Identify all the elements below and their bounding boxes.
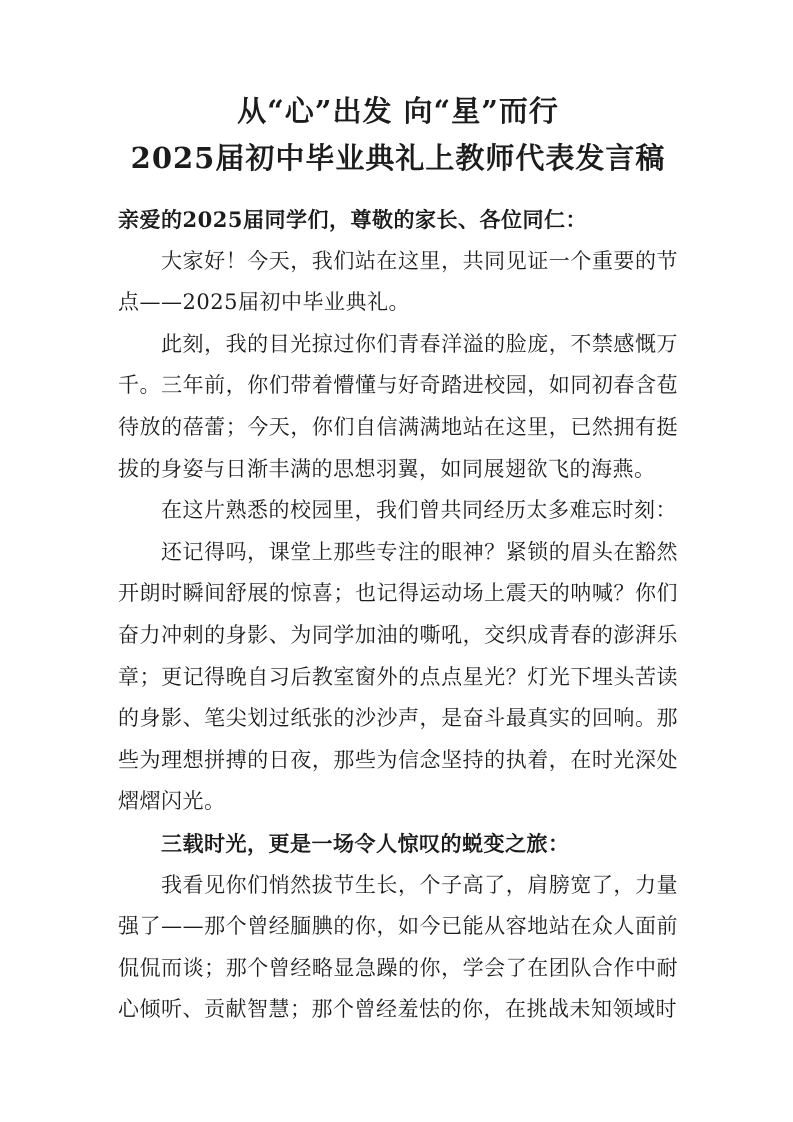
document-title-line2: 2025届初中毕业典礼上教师代表发言稿 <box>130 141 666 175</box>
paragraph-campus-intro: 在这片熟悉的校园里，我们曾共同经历太多难忘时刻： <box>161 498 677 523</box>
paragraph-greeting: 大家好！今天，我们站在这里，共同见证一个重要的节点——2025届初中毕业典礼。 <box>118 248 678 315</box>
document-title <box>118 88 678 182</box>
paragraph-salutation: 亲爱的2025届同学们，尊敬的家长、各位同仁： <box>118 207 587 232</box>
paragraph-transformation-heading: 三载时光，更是一场令人惊叹的蜕变之旅： <box>161 830 570 856</box>
paragraph-growth: 我看见你们悄然拔节生长，个子高了，肩膀宽了，力量强了——那个曾经腼腆的你，如今已能从容地站在众人面前侃侃而谈；那个曾经略显急躁的你，学会了在团队合作中耐心倾听、贡献智慧；那个曾经羞怯的你，在挑战未知领域时 <box>118 872 678 1022</box>
document-title-line1: 从“心”出发 向“星”而行 <box>237 94 559 128</box>
paragraph-reflection: 此刻，我的目光掠过你们青春洋溢的脸庞，不禁感慨万千。三年前，你们带着懵懂与好奇踏进校园，如同初春含苞待放的蓓蕾；今天，你们自信满满地站在这里，已然拥有挺拔的身姿与日渐丰满的思想羽翼，如同展翅欲飞的海燕。 <box>118 331 678 481</box>
paragraph-memories: 还记得吗，课堂上那些专注的眼神？紧锁的眉头在豁然开朗时瞬间舒展的惊喜；也记得运动场上震天的呐喊？你们奋力冲刺的身影、为同学加油的嘶吼，交织成青春的澎湃乐章；更记得晚自习后教室窗外的点点星光？灯光下埋头苦读的身影、笔尖划过纸张的沙沙声，是奋斗最真实的回响。那些为理想拼搏的日夜，那些为信念坚持的执着，在时光深处熠熠闪光。 <box>118 539 678 814</box>
